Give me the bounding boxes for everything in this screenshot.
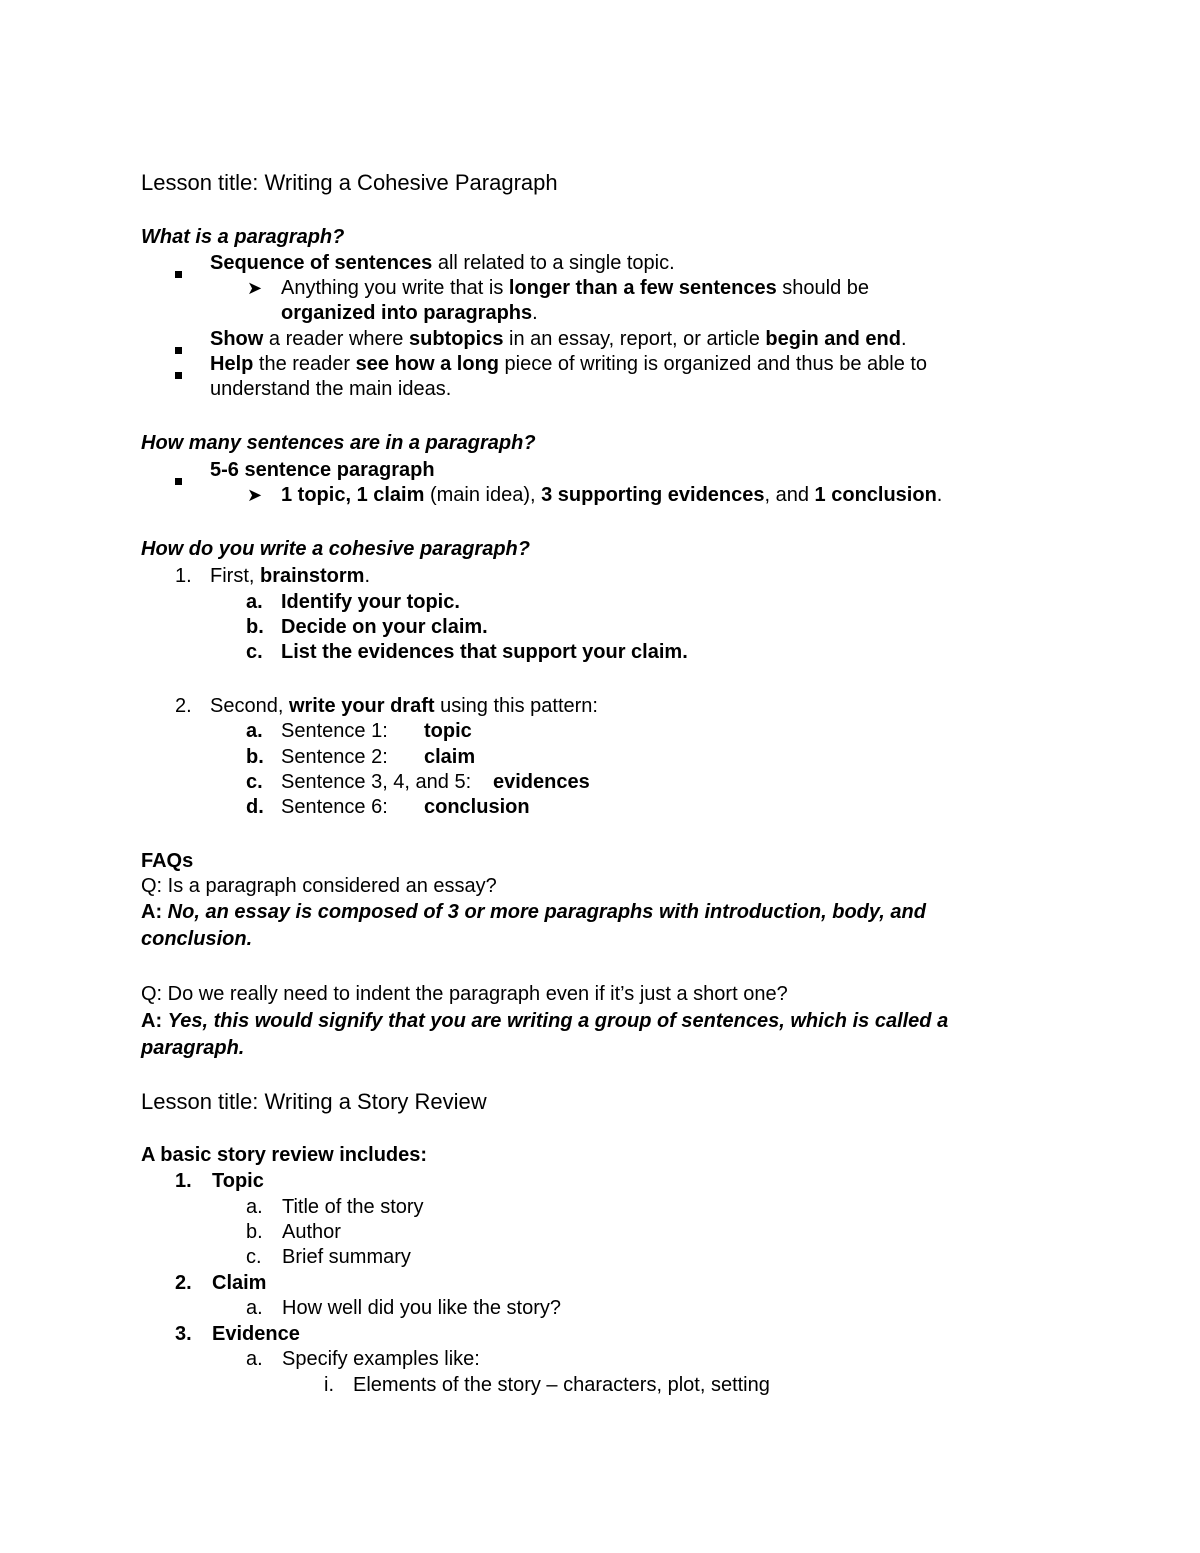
bold-text: 5-6 sentence paragraph [210, 459, 435, 481]
text: Elements of the story – characters, plot, setting [353, 1374, 770, 1396]
text: , and [764, 484, 815, 506]
text: Title of the story [282, 1196, 424, 1218]
list-letter: b. [246, 616, 264, 638]
bullet-continuation: understand the main ideas. [210, 378, 452, 400]
faq-answer [141, 1009, 948, 1033]
question-how-to-write: How do you write a cohesive paragraph? [141, 538, 530, 560]
lesson-title-name: Writing a Story Review [264, 1089, 487, 1114]
faq-question: Q: Is a paragraph considered an essay? [141, 875, 497, 897]
bold-text: see how a long [355, 353, 499, 375]
square-bullet-icon [175, 347, 182, 354]
lesson-title-prefix: Lesson title [141, 170, 253, 195]
text: Identify your topic. [281, 591, 460, 613]
bold-text: Help [210, 353, 254, 375]
bold-text: write your draft [288, 695, 435, 717]
text: Author [282, 1221, 341, 1243]
lesson-title-sep: : [252, 1089, 259, 1114]
faq-answer [141, 900, 926, 924]
text: . [936, 484, 943, 506]
question-what-is-paragraph: What is a paragraph? [141, 226, 345, 248]
story-review-intro: A basic story review includes: [141, 1144, 428, 1166]
text: How well did you like the story? [282, 1297, 562, 1319]
text: Sentence 6: [281, 796, 388, 818]
bold-text: Show [210, 328, 264, 350]
list-roman: i. [324, 1374, 334, 1396]
text: Claim [212, 1272, 267, 1294]
square-bullet-icon [175, 478, 182, 485]
list-number: 3. [175, 1323, 192, 1345]
answer-label: A: [141, 1010, 163, 1032]
text: . [900, 328, 907, 350]
answer-text: No, an essay is composed of 3 or more paragraphs with introduction, body, and [167, 901, 926, 923]
text: Topic [212, 1170, 264, 1192]
faq-question: Q: Do we really need to indent the paragraph even if it’s just a short one? [141, 983, 788, 1005]
square-bullet-icon [175, 271, 182, 278]
lesson-title-prefix: Lesson title [141, 1089, 253, 1114]
text: all related to a single topic. [432, 252, 675, 274]
bold-text: 1 conclusion [814, 484, 937, 506]
text: . [364, 565, 371, 587]
text: using this pattern: [434, 695, 598, 717]
text: Anything you write that is [281, 277, 509, 299]
list-letter: a. [246, 1196, 263, 1218]
faqs-heading: FAQs [141, 850, 194, 872]
text: Sentence 1: [281, 720, 388, 742]
text: Sentence 3, 4, and 5: [281, 771, 472, 793]
lesson-title-sep: : [252, 170, 259, 195]
text: List the evidences that support your claim. [281, 641, 688, 663]
arrow-bullet-icon: ➤ [247, 485, 263, 505]
sub-bullet-continuation [281, 301, 538, 325]
list-number: 2. [175, 1272, 192, 1294]
list-number: 1. [175, 1170, 192, 1192]
list-letter: a. [246, 1348, 263, 1370]
text: a reader where [263, 328, 409, 350]
text: (main idea), [424, 484, 542, 506]
list-letter: c. [246, 1246, 262, 1268]
list-letter: c. [246, 771, 263, 793]
square-bullet-icon [175, 372, 182, 379]
bold-text: 1 topic, 1 claim [281, 484, 425, 506]
list-number: 2. [175, 695, 192, 717]
faq-answer-continuation: paragraph. [141, 1037, 245, 1059]
bold-text: begin and end [765, 328, 901, 350]
bold-text: evidences [493, 771, 590, 793]
bold-text: claim [424, 746, 476, 768]
list-letter: c. [246, 641, 263, 663]
list-letter: d. [246, 796, 264, 818]
text: the reader [253, 353, 356, 375]
text: Brief summary [282, 1246, 411, 1268]
bold-text: brainstorm [260, 565, 365, 587]
text: should be [776, 277, 870, 299]
bold-text: conclusion [424, 796, 530, 818]
text: Decide on your claim. [281, 616, 488, 638]
answer-text: Yes, this would signify that you are writing a group of sentences, which is called a [167, 1010, 949, 1032]
bold-text: subtopics [408, 328, 504, 350]
list-letter: a. [246, 720, 263, 742]
bold-text: organized into paragraphs [281, 302, 533, 324]
answer-label: A: [141, 901, 163, 923]
lesson-title-name: Writing a Cohesive Paragraph [264, 170, 558, 195]
bold-text: 3 supporting evidences [541, 484, 765, 506]
lesson-title-1 [141, 170, 558, 196]
text: Second, [210, 695, 289, 717]
text: Specify examples like: [282, 1348, 480, 1370]
list-letter: a. [246, 1297, 263, 1319]
lesson-title-2 [141, 1089, 487, 1115]
bold-text: Sequence of sentences [210, 252, 433, 274]
arrow-bullet-icon: ➤ [247, 278, 263, 298]
text: in an essay, report, or article [503, 328, 766, 350]
text: First, [210, 565, 260, 587]
faq-answer-continuation: conclusion. [141, 928, 253, 950]
text: Evidence [212, 1323, 300, 1345]
question-how-many-sentences: How many sentences are in a paragraph? [141, 432, 536, 454]
text: Sentence 2: [281, 746, 388, 768]
bold-text: longer than a few sentences [508, 277, 777, 299]
list-letter: a. [246, 591, 263, 613]
text: . [532, 302, 538, 324]
list-letter: b. [246, 1221, 263, 1243]
text: piece of writing is organized and thus be able to [499, 353, 928, 375]
list-letter: b. [246, 746, 264, 768]
list-number: 1. [175, 565, 192, 587]
bold-text: topic [424, 720, 472, 742]
